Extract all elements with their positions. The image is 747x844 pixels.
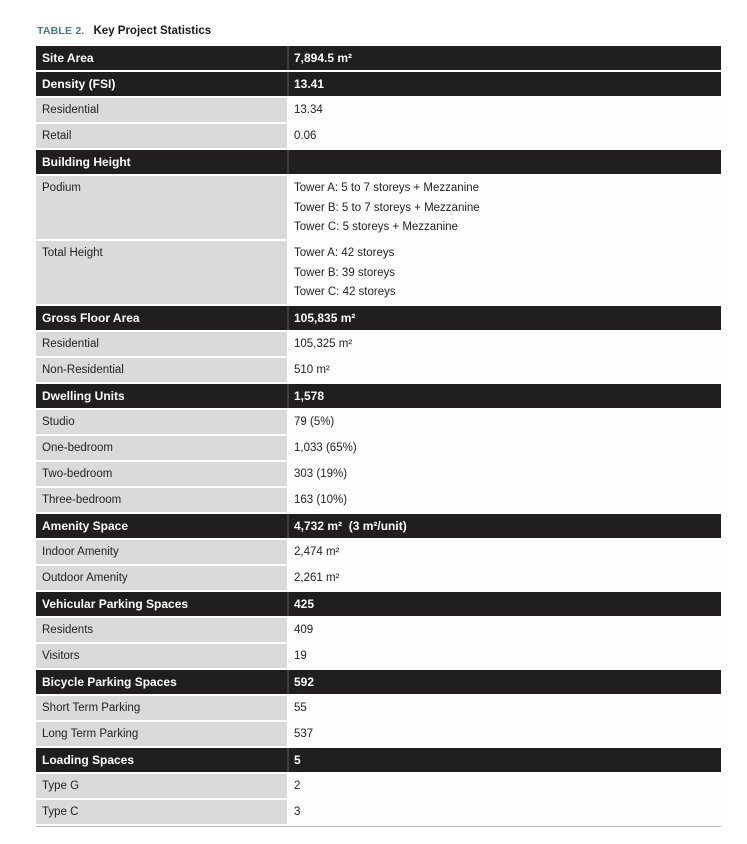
section-header-bicycle-parking-spaces-value	[289, 670, 721, 694]
table-row-type-c	[36, 800, 721, 824]
section-header-dwelling-units-label: Dwelling Units	[36, 384, 287, 408]
table-caption	[37, 25, 211, 37]
section-header-amenity-space-value-line: 4,732 m² (3 m²/unit)	[294, 519, 407, 533]
section-header-vehicular-parking-spaces-value	[289, 592, 721, 616]
table-row-short-term-parking-value	[289, 696, 721, 720]
section-header-density-fsi	[36, 72, 721, 96]
table-row-residential-label: Residential	[36, 98, 287, 122]
table-row-residents-value-line: 409	[294, 624, 314, 636]
table-row-type-g-value-line: 2	[294, 780, 301, 792]
section-header-gross-floor-area-value-line: 105,835 m²	[294, 311, 356, 325]
table-row-indoor-amenity-value-line: 2,474 m²	[294, 546, 340, 558]
table-row-residential	[36, 98, 721, 122]
table-row-residential-value-line: 105,325 m²	[294, 338, 353, 350]
section-header-building-height	[36, 150, 721, 174]
table-row-type-g-value	[289, 774, 721, 798]
section-header-vehicular-parking-spaces	[36, 592, 721, 616]
table-row-non-residential-value-line: 510 m²	[294, 364, 330, 376]
section-header-amenity-space-value	[289, 514, 721, 538]
table-row-residential-value	[289, 332, 721, 356]
table-row-studio-value	[289, 410, 721, 434]
table-row-total-height-label: Total Height	[36, 241, 287, 304]
section-header-bicycle-parking-spaces-label: Bicycle Parking Spaces	[36, 670, 287, 694]
section-header-loading-spaces-label: Loading Spaces	[36, 748, 287, 772]
table-row-residents-label: Residents	[36, 618, 287, 642]
table-row-long-term-parking-label: Long Term Parking	[36, 722, 287, 746]
table-row-podium-value-line: Tower C: 5 storeys + Mezzanine	[294, 221, 458, 233]
table-row-visitors-value-line: 19	[294, 650, 307, 662]
table-row-type-g	[36, 774, 721, 798]
table-row-long-term-parking-value	[289, 722, 721, 746]
table-row-residential-value-line: 13.34	[294, 104, 323, 116]
table-row-long-term-parking	[36, 722, 721, 746]
section-header-building-height-value	[289, 150, 721, 174]
table-row-visitors-label: Visitors	[36, 644, 287, 668]
table-row-one-bedroom-value-line: 1,033 (65%)	[294, 442, 357, 454]
section-header-vehicular-parking-spaces-label: Vehicular Parking Spaces	[36, 592, 287, 616]
table-row-two-bedroom-value	[289, 462, 721, 486]
table-row-residential-value	[289, 98, 721, 122]
table-row-short-term-parking	[36, 696, 721, 720]
table-row-total-height-value-line: Tower C: 42 storeys	[294, 286, 396, 298]
table-row-type-c-label: Type C	[36, 800, 287, 824]
table-row-short-term-parking-value-line: 55	[294, 702, 307, 714]
section-header-loading-spaces	[36, 748, 721, 772]
table-row-visitors-value	[289, 644, 721, 668]
table-row-one-bedroom	[36, 436, 721, 460]
section-header-gross-floor-area-label: Gross Floor Area	[36, 306, 287, 330]
table-row-three-bedroom-value-line: 163 (10%)	[294, 494, 348, 506]
table-row-total-height-value-line: Tower B: 39 storeys	[294, 266, 395, 279]
table-row-retail-label: Retail	[36, 124, 287, 148]
table-row-total-height-value-line: Tower A: 42 storeys	[294, 247, 395, 259]
key-project-statistics-table	[36, 46, 721, 827]
table-row-indoor-amenity-value	[289, 540, 721, 564]
section-header-density-fsi-label: Density (FSI)	[36, 72, 287, 96]
table-row-two-bedroom-label: Two-bedroom	[36, 462, 287, 486]
table-row-retail-value-line: 0.06	[294, 130, 317, 142]
section-header-bicycle-parking-spaces	[36, 670, 721, 694]
table-row-indoor-amenity	[36, 540, 721, 564]
section-header-vehicular-parking-spaces-value-line: 425	[294, 597, 315, 611]
section-header-site-area	[36, 46, 721, 70]
section-header-density-fsi-value-line: 13.41	[294, 77, 325, 91]
section-header-dwelling-units-value-line: 1,578	[294, 389, 325, 403]
table-row-studio-value-line: 79 (5%)	[294, 416, 335, 428]
section-header-building-height-label: Building Height	[36, 150, 287, 174]
table-row-total-height	[36, 241, 721, 304]
table-row-outdoor-amenity-value	[289, 566, 721, 590]
table-row-studio-label: Studio	[36, 410, 287, 434]
section-header-bicycle-parking-spaces-value-line: 592	[294, 675, 315, 689]
section-header-dwelling-units-value	[289, 384, 721, 408]
section-header-gross-floor-area	[36, 306, 721, 330]
table-row-one-bedroom-label: One-bedroom	[36, 436, 287, 460]
table-row-residential	[36, 332, 721, 356]
section-header-loading-spaces-value	[289, 748, 721, 772]
table-row-podium-value-line: Tower A: 5 to 7 storeys + Mezzanine	[294, 182, 480, 194]
table-row-non-residential	[36, 358, 721, 382]
table-row-non-residential-label: Non-Residential	[36, 358, 287, 382]
section-header-site-area-value-line: 7,894.5 m²	[294, 51, 353, 65]
table-bottom-border	[36, 826, 721, 827]
table-row-studio	[36, 410, 721, 434]
table-row-three-bedroom	[36, 488, 721, 512]
table-row-two-bedroom	[36, 462, 721, 486]
table-row-type-c-value-line: 3	[294, 806, 301, 818]
section-header-loading-spaces-value-line: 5	[294, 753, 301, 767]
table-row-two-bedroom-value-line: 303 (19%)	[294, 468, 348, 480]
table-row-indoor-amenity-label: Indoor Amenity	[36, 540, 287, 564]
table-row-three-bedroom-value	[289, 488, 721, 512]
section-header-amenity-space	[36, 514, 721, 538]
table-row-outdoor-amenity-value-line: 2,261 m²	[294, 572, 340, 584]
section-header-site-area-label: Site Area	[36, 46, 287, 70]
table-row-type-g-label: Type G	[36, 774, 287, 798]
table-row-three-bedroom-label: Three-bedroom	[36, 488, 287, 512]
table-row-retail	[36, 124, 721, 148]
table-row-podium-label: Podium	[36, 176, 287, 239]
table-row-visitors	[36, 644, 721, 668]
table-row-podium-value-line: Tower B: 5 to 7 storeys + Mezzanine	[294, 201, 480, 214]
section-header-density-fsi-value	[289, 72, 721, 96]
table-row-podium-value	[289, 176, 721, 239]
table-row-long-term-parking-value-line: 537	[294, 728, 314, 740]
table-row-outdoor-amenity-label: Outdoor Amenity	[36, 566, 287, 590]
table-row-residents	[36, 618, 721, 642]
table-title: Key Project Statistics	[93, 25, 212, 37]
section-header-site-area-value	[289, 46, 721, 70]
table-row-total-height-value	[289, 241, 721, 304]
table-row-residential-label: Residential	[36, 332, 287, 356]
table-row-residents-value	[289, 618, 721, 642]
table-row-podium	[36, 176, 721, 239]
section-header-amenity-space-label: Amenity Space	[36, 514, 287, 538]
section-header-dwelling-units	[36, 384, 721, 408]
section-header-gross-floor-area-value	[289, 306, 721, 330]
table-row-short-term-parking-label: Short Term Parking	[36, 696, 287, 720]
table-number-label: TABLE 2.	[37, 25, 85, 37]
table-row-one-bedroom-value	[289, 436, 721, 460]
table-row-outdoor-amenity	[36, 566, 721, 590]
table-row-type-c-value	[289, 800, 721, 824]
table-row-retail-value	[289, 124, 721, 148]
table-row-non-residential-value	[289, 358, 721, 382]
